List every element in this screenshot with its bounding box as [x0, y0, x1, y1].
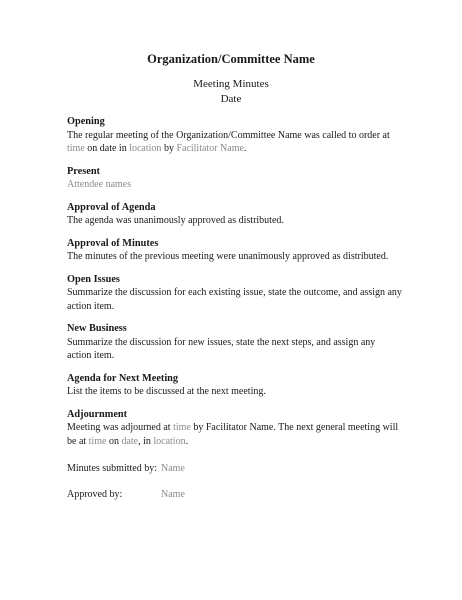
text-run: The regular meeting of the Organization/Committee Name was called to order at [67, 129, 390, 141]
section-present [67, 165, 402, 192]
placeholder-time: time [173, 422, 191, 433]
text-run: Meeting was adjourned at [67, 422, 174, 433]
placeholder-date: date [121, 435, 139, 447]
section-heading: Opening [67, 116, 105, 127]
section-open-issues [67, 273, 402, 314]
text-run: . [185, 435, 189, 447]
text-run: on date in [84, 143, 130, 154]
text-run: , in [138, 435, 154, 447]
text-run: by Facilitator Name. The next general meeting will be at [67, 422, 399, 447]
document-subtitle-block [0, 77, 462, 107]
section-text: List the items to be discussed at the next meeting. [67, 386, 266, 397]
section-heading: Approval of Agenda [67, 201, 156, 213]
section-new-business [67, 322, 402, 363]
text-run: by [161, 143, 177, 154]
section-opening [67, 115, 402, 156]
section-text: The minutes of the previous meeting were unanimously approved as distributed. [67, 251, 389, 262]
submitted-by-name: Name [161, 463, 185, 474]
section-agenda-next [67, 372, 402, 399]
section-heading: Open Issues [67, 273, 120, 285]
section-heading: Present [67, 165, 100, 177]
submitted-by-label: Minutes submitted by: [67, 463, 157, 474]
placeholder-time: time [88, 435, 107, 447]
approved-by-label: Approved by: [67, 488, 123, 500]
section-text: Summarize the discussion for each existing issue, state the outcome, and assign any action item. [67, 287, 402, 312]
section-approval-agenda [67, 201, 402, 228]
placeholder-location: location [153, 435, 186, 447]
section-heading: Agenda for Next Meeting [67, 372, 179, 384]
section-approval-minutes [67, 237, 402, 264]
placeholder-time: time [67, 143, 85, 154]
signature-submitted-row [67, 462, 402, 476]
document-title: Organization/Committee Name [147, 52, 315, 66]
placeholder-attendees: Attendee names [67, 179, 132, 190]
document-body [67, 115, 402, 509]
placeholder-location: location [129, 143, 162, 154]
section-text [67, 129, 402, 156]
section-text [67, 421, 402, 448]
section-heading: New Business [67, 323, 127, 334]
placeholder-facilitator: Facilitator Name [176, 143, 244, 154]
meeting-date: Date [220, 93, 242, 105]
section-adjournment [67, 408, 402, 449]
meeting-minutes-label: Meeting Minutes [193, 78, 269, 90]
text-run: on [106, 435, 122, 447]
approved-by-name: Name [161, 488, 185, 500]
signature-approved-row [67, 488, 402, 502]
text-run: . [243, 143, 247, 154]
section-text: The agenda was unanimously approved as distributed. [67, 215, 284, 226]
section-text: Summarize the discussion for new issues, state the next steps, and assign any action item. [67, 336, 376, 361]
section-heading: Approval of Minutes [67, 237, 159, 249]
section-heading: Adjournment [67, 408, 128, 420]
